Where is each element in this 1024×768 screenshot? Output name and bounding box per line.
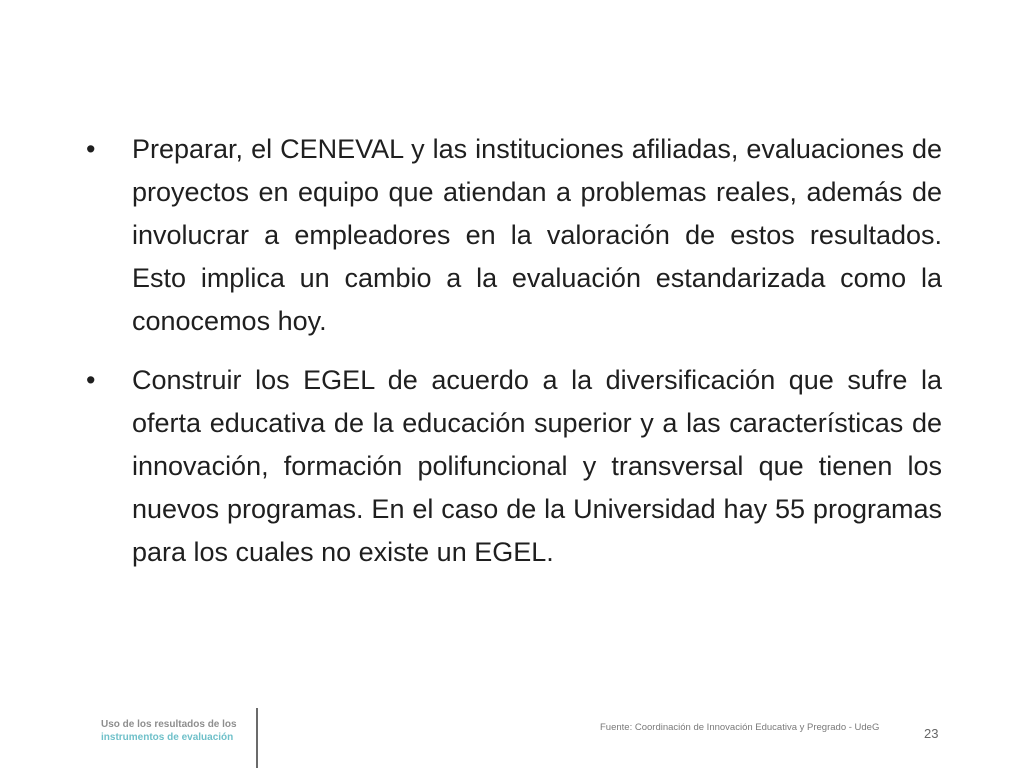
bullet-text: Preparar, el CENEVAL y las instituciones afiliadas, evaluaciones de proyectos en equipo que atiendan a problemas reales, además de involucrar a empleadores en la valoración de estos resultados. Esto implica un cambio a la evaluación estandarizada como la conocemos hoy. bbox=[132, 134, 942, 336]
bullet-item bbox=[86, 128, 942, 343]
page-number: 23 bbox=[924, 726, 939, 741]
bullet-text: Construir los EGEL de acuerdo a la diversificación que sufre la oferta educativa de la educación superior y a las características de innovación, formación polifuncional y transversal que tienen los nuevos programas. En el caso de la Universidad hay 55 programas para los cuales no existe un EGEL. bbox=[132, 365, 942, 567]
footer-title-line1: Uso de los resultados de los bbox=[101, 719, 237, 730]
bullet-item bbox=[86, 359, 942, 574]
footer-source: Fuente: Coordinación de Innovación Educativa y Pregrado - UdeG bbox=[600, 722, 880, 733]
slide-content bbox=[86, 128, 942, 590]
bullet-icon: • bbox=[86, 134, 96, 164]
footer-title-line2: instrumentos de evaluación bbox=[101, 732, 234, 743]
footer-divider bbox=[256, 708, 258, 768]
footer-presentation-title bbox=[101, 718, 237, 744]
bullet-icon: • bbox=[86, 365, 96, 395]
